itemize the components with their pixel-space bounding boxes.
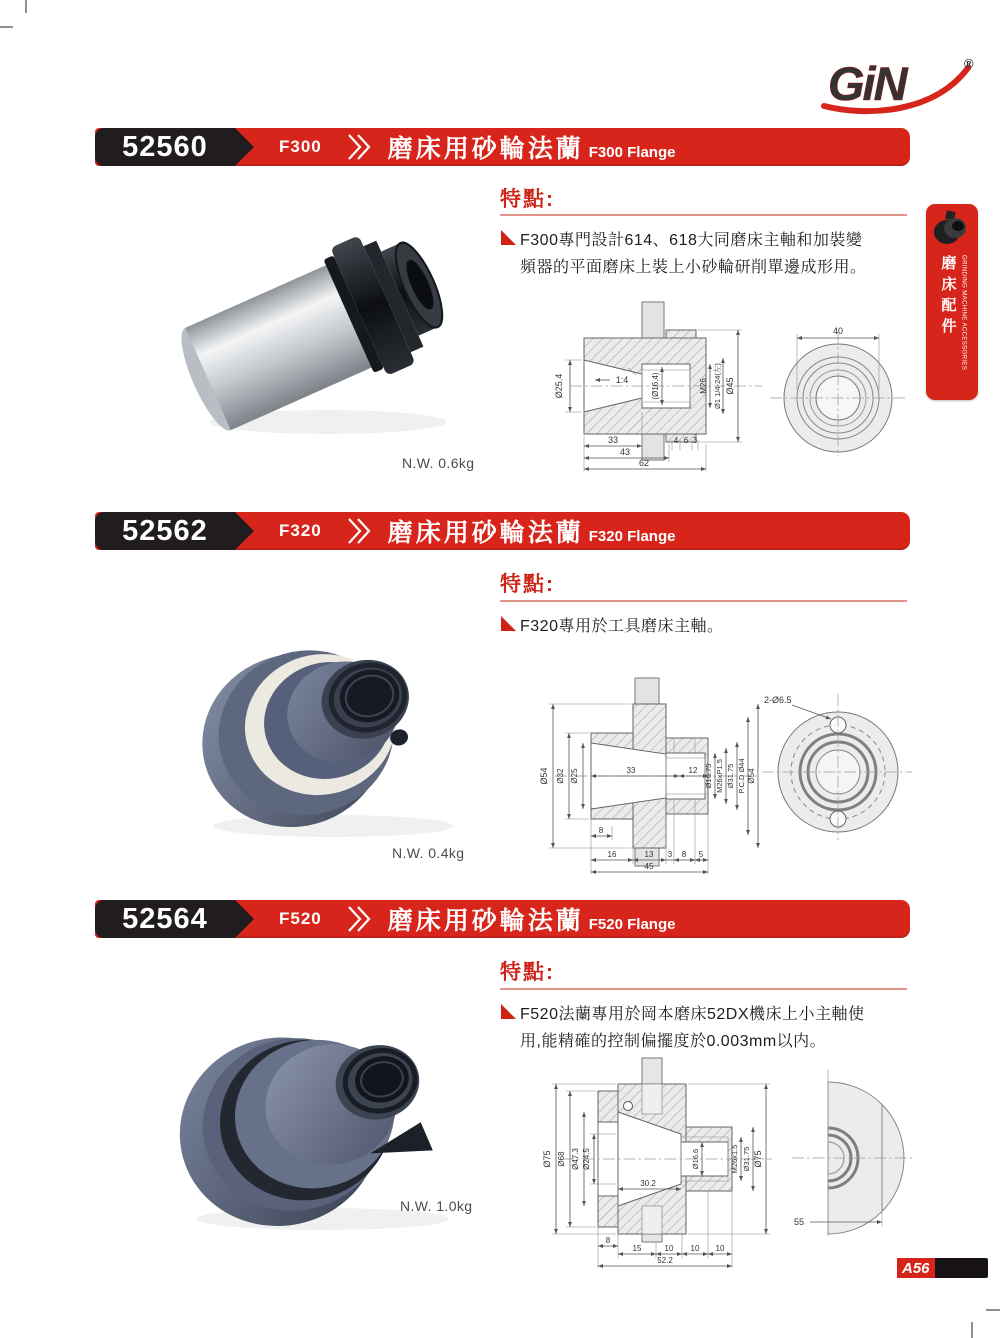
- dim-radius: 55: [794, 1217, 805, 1227]
- chevron-separator-icon: [346, 905, 372, 933]
- dim-inner: Ø16.6: [691, 1148, 700, 1170]
- dim-seg-a: 16: [607, 850, 617, 859]
- dim-flange-od-left: Ø54: [539, 767, 549, 785]
- dim-lip-len: 8: [605, 1236, 611, 1245]
- crop-mark-top-left-v: [25, 0, 27, 13]
- dim-inner: Ø16.75: [704, 763, 713, 789]
- feature-text-f520: [501, 1001, 921, 1055]
- dim-seg-b: 6: [683, 436, 689, 445]
- dim-flange-od-right: Ø54: [747, 768, 756, 784]
- dim-len-b: 43: [619, 447, 631, 457]
- features-underline: [500, 214, 907, 216]
- product-code-text: 52562: [122, 514, 208, 547]
- bullet-triangle-icon: [501, 616, 516, 631]
- banner-title-f300: [388, 129, 676, 165]
- net-weight-f520: N.W. 1.0kg: [400, 1198, 473, 1214]
- side-tab-grinding-accessories: [926, 204, 978, 400]
- dim-od-right: Ø75: [753, 1150, 763, 1168]
- dim-seg-c: 10: [690, 1244, 700, 1253]
- feature-line: F300專門設計614、618大同磨床主軸和加裝變: [520, 232, 863, 249]
- net-weight-f320: N.W. 0.4kg: [392, 845, 465, 861]
- registered-mark: ®: [964, 56, 974, 71]
- banner-title-en: F320 Flange: [588, 528, 676, 545]
- drawing-front-f520: [536, 1056, 776, 1271]
- banner-title-en: F520 Flange: [588, 916, 676, 933]
- crop-mark-bottom-right-v: [971, 1322, 973, 1338]
- dim-len-a: 33: [626, 766, 636, 775]
- page-number: [897, 1258, 988, 1278]
- dim-len-c: 62: [638, 458, 650, 468]
- dim-taper: 1:4: [615, 375, 629, 385]
- dim-cone-dia: Ø25: [570, 768, 579, 784]
- section-banner-f320: [95, 512, 910, 550]
- model-label-f300: F300: [279, 137, 322, 156]
- section-banner-f300: [95, 128, 910, 166]
- dim-seg-d: 10: [715, 1244, 725, 1253]
- dim-seg-b: 10: [664, 1244, 674, 1253]
- dim-dia-b: Ø68: [557, 1151, 566, 1167]
- dim-len-a: 33: [607, 435, 619, 445]
- crop-mark-bottom-right-h: [986, 1309, 1000, 1311]
- banner-title-f520: [388, 901, 676, 937]
- feature-text-f300: [501, 227, 921, 281]
- product-code-f300: [95, 128, 235, 166]
- feature-text-f320: [501, 613, 921, 640]
- logo-text: GiN: [828, 57, 906, 110]
- feature-line: F520法蘭專用於岡本磨床52DX機床上小主軸使: [520, 1006, 865, 1023]
- banner-title-f320: [388, 513, 676, 549]
- drawing-front-f320: [527, 676, 763, 876]
- drawing-front-f300: [532, 300, 767, 472]
- product-code-text: 52564: [122, 902, 208, 935]
- dim-dia-c: Ø47.3: [571, 1148, 580, 1170]
- product-code-text: 52560: [122, 130, 208, 163]
- section-banner-f520: [95, 900, 910, 938]
- dim-thread-a: M26: [699, 378, 708, 394]
- side-tab-flange-icon: [932, 208, 972, 252]
- features-heading-f520: 特點:: [500, 961, 555, 984]
- dim-od-left: Ø75: [542, 1150, 552, 1168]
- dim-pcd: P.C.D Ø44: [737, 758, 746, 794]
- dim-seg-c: 3: [667, 850, 673, 859]
- page-number-badge: A56: [897, 1258, 935, 1278]
- dim-outer: Ø45: [725, 377, 735, 395]
- chevron-separator-icon: [346, 133, 372, 161]
- product-code-f520: [95, 900, 235, 938]
- product-photo-f320: [183, 598, 478, 853]
- banner-title-zh: 磨床用砂輪法蘭: [387, 907, 584, 935]
- features-heading-f300: 特點:: [500, 188, 555, 211]
- crop-mark-top-left-h: [0, 26, 13, 28]
- brand-logo: [816, 54, 988, 118]
- dim-seg-a: 15: [632, 1244, 642, 1253]
- page-number-bar: [935, 1258, 988, 1278]
- dim-total: 45: [644, 862, 654, 871]
- features-heading-f320: 特點:: [500, 573, 555, 596]
- dim-hub-od: Ø32: [556, 768, 565, 784]
- net-weight-f300: N.W. 0.6kg: [402, 455, 475, 471]
- dim-thread-b: Ø1 1/4-24(左): [713, 363, 722, 409]
- bullet-triangle-icon: [501, 230, 516, 245]
- features-underline: [500, 988, 907, 990]
- dim-width: 40: [832, 326, 844, 336]
- product-code-f320: [95, 512, 235, 550]
- banner-title-en: F300 Flange: [588, 144, 676, 161]
- feature-line: F320專用於工具磨床主軸。: [520, 618, 724, 635]
- dim-thread: M26xP1.5: [715, 759, 724, 793]
- dim-hub-len: 8: [598, 826, 604, 835]
- dim-seg-e: 5: [698, 850, 704, 859]
- dim-cone-len: 30.2: [640, 1179, 656, 1188]
- dim-thread: M26x1.5: [730, 1144, 739, 1174]
- banner-title-zh: 磨床用砂輪法蘭: [387, 519, 584, 547]
- dim-seg-a: 4: [673, 436, 679, 445]
- dim-bolt-holes: 2-Ø6.5: [764, 695, 792, 705]
- drawing-side-f520: [788, 1068, 916, 1238]
- side-tab-label-en: GRINDING MACHINE ACCESSORIES: [960, 255, 967, 371]
- product-photo-f300: [178, 210, 473, 455]
- dim-seg-d: 8: [681, 850, 687, 859]
- drawing-side-f320: [756, 690, 914, 842]
- dim-total: 52.2: [657, 1256, 673, 1265]
- dim-nut-dia: Ø31.75: [742, 1146, 751, 1172]
- dim-dia-d: Ø24.5: [582, 1148, 591, 1170]
- features-underline: [500, 600, 907, 602]
- dim-bore: Ø25.4: [554, 373, 564, 399]
- dim-nut-dia: Ø31.75: [726, 763, 735, 789]
- model-label-f520: F520: [279, 909, 322, 928]
- side-tab-label-zh: 磨床配件: [939, 255, 957, 339]
- dim-seg-b: 13: [644, 850, 654, 859]
- feature-line: 用,能精確的控制偏擺度於0.003mm以内。: [520, 1033, 827, 1050]
- feature-line: 頻器的平面磨床上裝上小砂輪研削單邊成形用。: [520, 259, 867, 276]
- model-label-f320: F320: [279, 521, 322, 540]
- dim-seg-c: 3: [692, 436, 698, 445]
- dim-len-b: 12: [688, 766, 698, 775]
- chevron-separator-icon: [346, 517, 372, 545]
- drawing-side-f300: [762, 312, 912, 457]
- banner-title-zh: 磨床用砂輪法蘭: [387, 135, 584, 163]
- bullet-triangle-icon: [501, 1004, 516, 1019]
- dim-inner: (Ø16.4): [651, 372, 660, 400]
